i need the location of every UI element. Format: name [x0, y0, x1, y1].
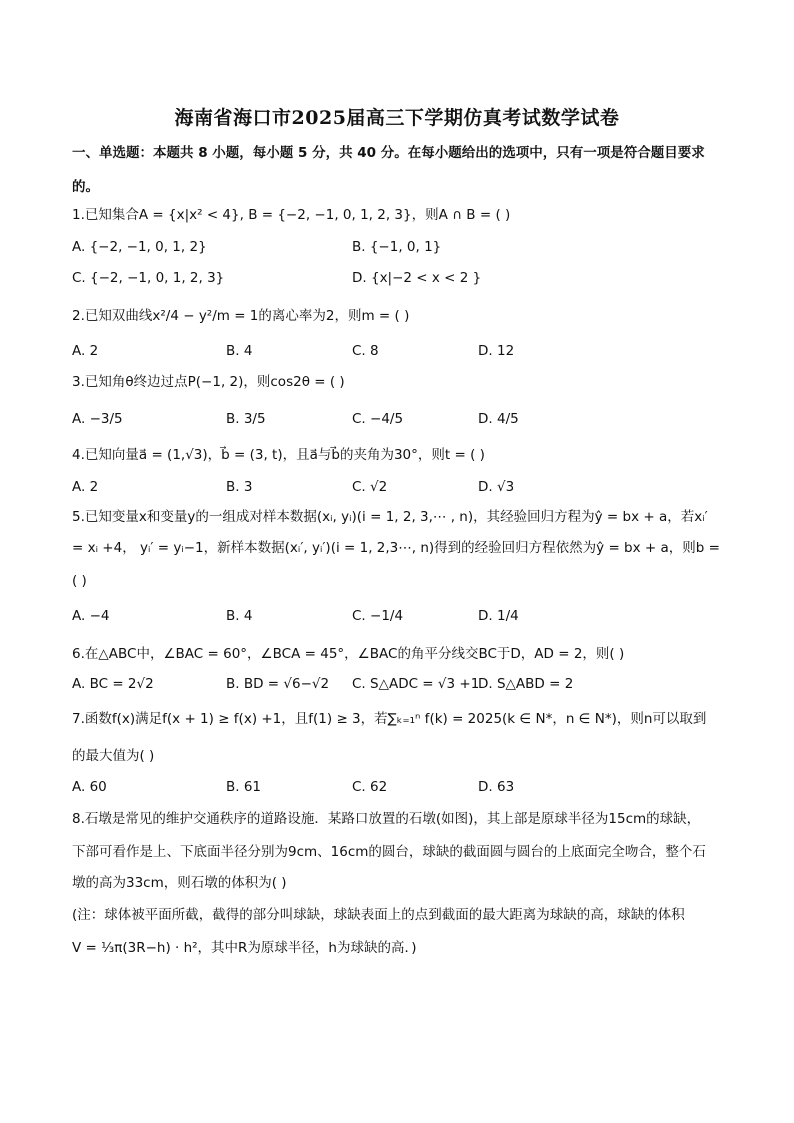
question-7-option-c: C. 62 [352, 779, 388, 795]
question-8-note-line1: (注：球体被平面所截，截得的部分叫球缺，球缺表面上的点到截面的最大距离为球缺的高，球缺的体积 [72, 907, 685, 923]
question-1-option-a: A. {−2, −1, 0, 1, 2} [72, 239, 207, 255]
question-8-stem-line1: 8.石墩是常见的维护交通秩序的道路设施．某路口放置的石墩(如图)，其上部是原球半径为15cm的球缺， [72, 811, 701, 827]
section-header-line2: 的。 [72, 179, 99, 195]
question-1-option-c: C. {−2, −1, 0, 1, 2, 3} [72, 270, 225, 286]
question-6-option-c: C. S△ADC = √3 +1 [352, 676, 480, 692]
question-4-option-a: A. 2 [72, 479, 99, 495]
question-2-option-b: B. 4 [226, 343, 253, 359]
section-header-line1: 一、单选题：本题共 8 小题，每小题 5 分，共 40 分。在每小题给出的选项中，只有一项是符合题目要求 [72, 145, 705, 161]
question-2-option-c: C. 8 [352, 343, 379, 359]
question-5-option-a: A. −4 [72, 608, 110, 624]
question-7-option-d: D. 63 [478, 779, 515, 795]
question-5-stem-line1: 5.已知变量x和变量y的一组成对样本数据(xᵢ, yᵢ)(i = 1, 2, 3,⋯ , n)，其经验回归方程为ŷ = bx + a，若xᵢ′ [72, 509, 708, 525]
question-8-note-line2: V = ⅓π(3R−h) · h²，其中R为原球半径，h为球缺的高．) [72, 940, 417, 956]
question-6-option-b: B. BD = √6−√2 [226, 676, 330, 692]
question-2-option-d: D. 12 [478, 343, 515, 359]
question-8-stem-line3: 墩的高为33cm，则石墩的体积为( ) [72, 875, 287, 891]
question-1-option-b: B. {−1, 0, 1} [352, 239, 442, 255]
question-5-option-b: B. 4 [226, 608, 253, 624]
question-3-option-a: A. −3/5 [72, 411, 123, 427]
question-5-option-d: D. 1/4 [478, 608, 519, 624]
question-3-option-b: B. 3/5 [226, 411, 266, 427]
question-4-option-d: D. √3 [478, 479, 515, 495]
question-2-stem: 2.已知双曲线x²/4 − y²/m = 1的离心率为2，则m = ( ) [72, 308, 410, 324]
question-3-option-c: C. −4/5 [352, 411, 404, 427]
page-title: 海南省海口市2025届高三下学期仿真考试数学试卷 [174, 107, 620, 129]
question-4-stem: 4.已知向量a⃗ = (1,√3)，b⃗ = (3, t)，且a⃗与b⃗的夹角为30°，则t = ( ) [72, 447, 485, 463]
question-3-option-d: D. 4/5 [478, 411, 519, 427]
question-7-stem-line1: 7.函数f(x)满足f(x + 1) ≥ f(x) +1，且f(1) ≥ 3，若∑ₖ₌₁ⁿ f(k) = 2025(k ∈ N*，n ∈ N*)，则n可以取到 [72, 711, 707, 727]
question-1-stem: 1.已知集合A = {x|x² < 4}, B = {−2, −1, 0, 1, 2, 3}，则A ∩ B = ( ) [72, 207, 511, 223]
question-1-option-d: D. {x|−2 < x < 2 } [352, 270, 482, 286]
question-5-stem-line2: = xᵢ +4， yᵢ′ = yᵢ−1，新样本数据(xᵢ′, yᵢ′)(i = 1, 2,3⋯, n)得到的经验回归方程依然为ŷ = bx + a，则b = [72, 540, 720, 556]
question-3-stem: 3.已知角θ终边过点P(−1, 2)，则cos2θ = ( ) [72, 374, 345, 390]
question-6-option-d: D. S△ABD = 2 [478, 676, 574, 692]
question-6-option-a: A. BC = 2√2 [72, 676, 154, 692]
question-5-stem-line3: ( ) [72, 573, 87, 589]
question-5-option-c: C. −1/4 [352, 608, 404, 624]
question-4-option-b: B. 3 [226, 479, 253, 495]
question-8-stem-line2: 下部可看作是上、下底面半径分别为9cm、16cm的圆台，球缺的截面圆与圆台的上底面完全吻合，整个石 [72, 844, 706, 860]
question-7-option-a: A. 60 [72, 779, 107, 795]
question-6-stem: 6.在△ABC中，∠BAC = 60°，∠BCA = 45°，∠BAC的角平分线交BC于D，AD = 2，则( ) [72, 646, 625, 662]
question-4-option-c: C. √2 [352, 479, 388, 495]
question-2-option-a: A. 2 [72, 343, 99, 359]
question-7-stem-line2: 的最大值为( ) [72, 748, 155, 764]
question-7-option-b: B. 61 [226, 779, 262, 795]
